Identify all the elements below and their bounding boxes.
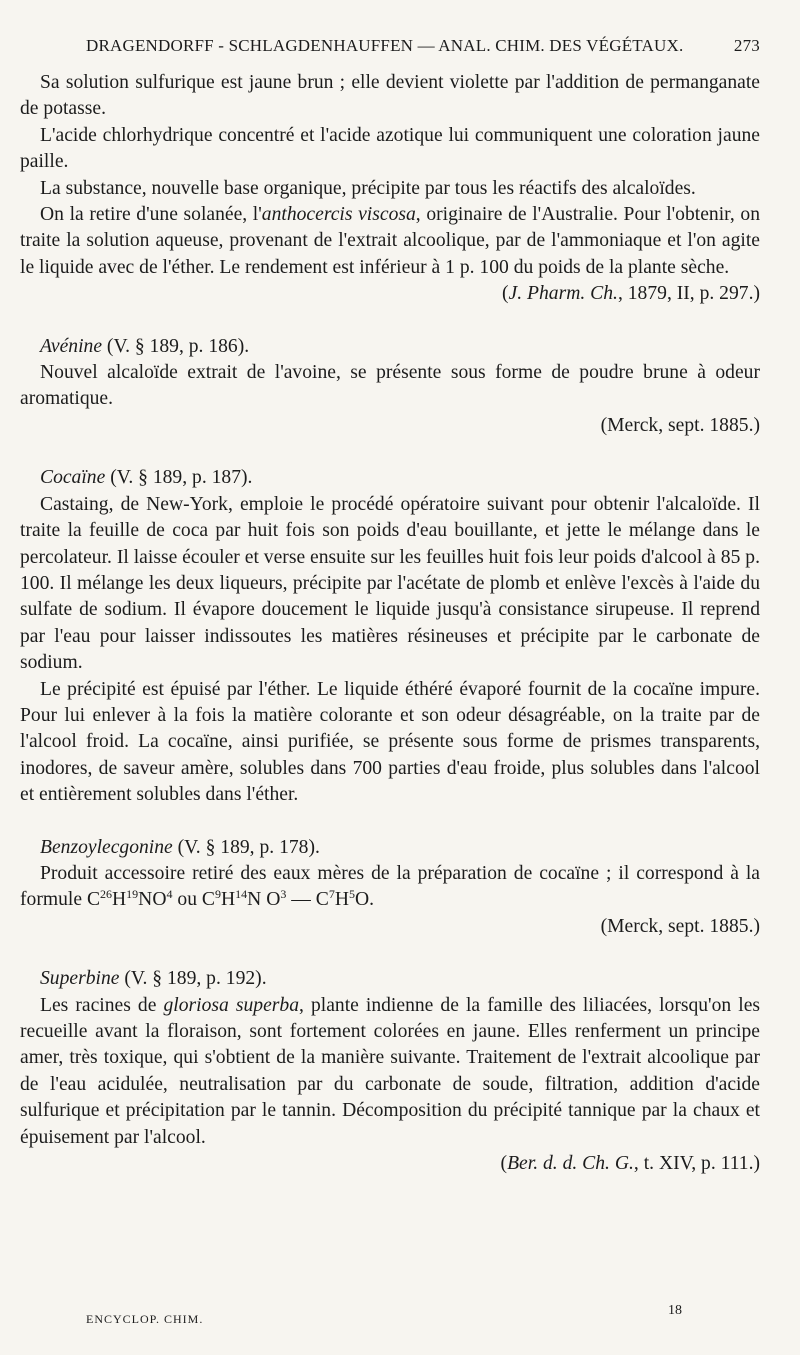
entry-reference: (V. § 189, p. 187). — [110, 467, 253, 489]
entry-name: Avénine — [40, 335, 103, 357]
text-run: , originaire de l'Australie. Pour l'obtenir, on traite la solution aqueuse, provenant de l'extrait alcoolique, par de l'ammoniaque et l'on agite le liquide avec de l'éther. Le rendement est inférieur à 1 p. 100 du poids de la plante sèche. — [20, 204, 760, 278]
entry-heading-superbine — [20, 966, 760, 992]
citation-journal: Ber. d. d. Ch. G. — [507, 1153, 634, 1175]
entry-name: Benzoylecgonine — [40, 836, 173, 858]
entry-heading-avenine — [20, 334, 760, 360]
citation: (J. Pharm. Ch., 1879, II, p. 297.) — [502, 283, 760, 305]
page-number: 273 — [733, 36, 760, 55]
paragraph: Nouvel alcaloïde extrait de l'avoine, se présente sous forme de poudre brune à odeur aromatique. — [20, 362, 760, 410]
paragraph: Sa solution sulfurique est jaune brun ; elle devient violette par l'addition de permanganate de potasse. — [20, 72, 760, 120]
page-body — [20, 70, 760, 1177]
citation-detail: , 1879, II, p. 297.) — [617, 283, 760, 305]
text-run: , plante indienne de la famille des liliacées, lorsqu'on les recueille avant la floraison, sont fortement colorées en jaune. Elles renferment un principe amer, très toxique, qui s'obtient de la manière suivante. Traitement de l'extrait alcoolique par de l'eau acidulée, neutralisation par du carbonate de soude, filtration, addition d'acide sulfurique et précipitation par le tannin. Décomposition du précipité tannique par la chaux et épuisement par l'alcool. — [20, 994, 761, 1148]
paragraph — [20, 993, 760, 1151]
footer-signature: ENCYCLOP. CHIM. — [86, 1312, 204, 1326]
citation-journal: J. Pharm. Ch. — [508, 283, 618, 305]
signature-number: 18 — [668, 1303, 682, 1318]
entry-heading-benzoylecgonine — [20, 835, 760, 861]
species-name: anthocercis viscosa — [261, 204, 416, 226]
paragraph: La substance, nouvelle base organique, précipite par tous les réactifs des alcaloïdes. — [40, 177, 696, 199]
paragraph: Le précipité est épuisé par l'éther. Le liquide éthéré évaporé fournit de la cocaïne impure. Pour lui enlever à la fois la matière colorante et son odeur désagréable, on la traite par de l'alcool froid. La cocaïne, ainsi purifiée, se présente sous forme de prismes transparents, inodores, de saveur amère, solubles dans 700 parties d'eau froide, plus solubles dans l'alcool et entièrement solubles dans l'éther. — [20, 678, 760, 806]
text-run: Les racines de — [40, 994, 164, 1016]
formula-2: $C^9H^{14}N$ $O^3$ — $C^7H^5O$. — [201, 887, 375, 911]
citation: (Merck, sept. 1885.) — [600, 915, 760, 937]
text-run: Produit accessoire retiré des eaux mères de la préparation de cocaïne ; il correspond à la formule — [20, 862, 760, 911]
running-title: DRAGENDORFF - SCHLAGDENHAUFFEN — ANAL. CHIM. DES VÉGÉTAUX. — [86, 36, 684, 55]
paragraph — [20, 202, 760, 281]
text-run: On la retire d'une solanée, l' — [40, 204, 262, 226]
entry-name: Cocaïne — [40, 467, 106, 489]
entry-name: Superbine — [40, 968, 120, 990]
entry-reference: (V. § 189, p. 186). — [106, 335, 250, 357]
text-run: ou — [177, 889, 197, 911]
entry-reference: (V. § 189, p. 192). — [124, 968, 267, 990]
formula-1: $C^{26}H^{19}NO^4$ — [86, 887, 173, 911]
species-name: gloriosa superba — [163, 994, 299, 1016]
entry-heading-cocaine — [20, 465, 760, 491]
entry-reference: (V. § 189, p. 178). — [177, 836, 320, 858]
citation: (Ber. d. d. Ch. G., t. XIV, p. 111.) — [500, 1153, 760, 1175]
citation: (Merck, sept. 1885.) — [600, 414, 760, 436]
paragraph — [20, 861, 760, 914]
citation-detail: , t. XIV, p. 111.) — [633, 1153, 760, 1175]
paragraph: Castaing, de New-York, emploie le procédé opératoire suivant pour obtenir l'alcaloïde. Il traite la feuille de coca par huit fois son poids d'eau bouillante, et jette le mélange dans le percolateur. Il laisse écouler et verse ensuite sur les feuilles huit fois leur poids d'alcool à 85 p. 100. Il mélange les deux liqueurs, précipite par l'acétate de plomb et enlève l'excès à l'aide du sulfate de sodium. Il évapore doucement le liquide jusqu'à consistance sirupeuse. Il reprend par l'eau pour laisser indissoutes les matières résineuses et précipite par le carbonate de sodium. — [20, 493, 760, 674]
running-header — [86, 36, 760, 56]
paragraph: L'acide chlorhydrique concentré et l'acide azotique lui communiquent une coloration jaune paille. — [20, 124, 760, 173]
